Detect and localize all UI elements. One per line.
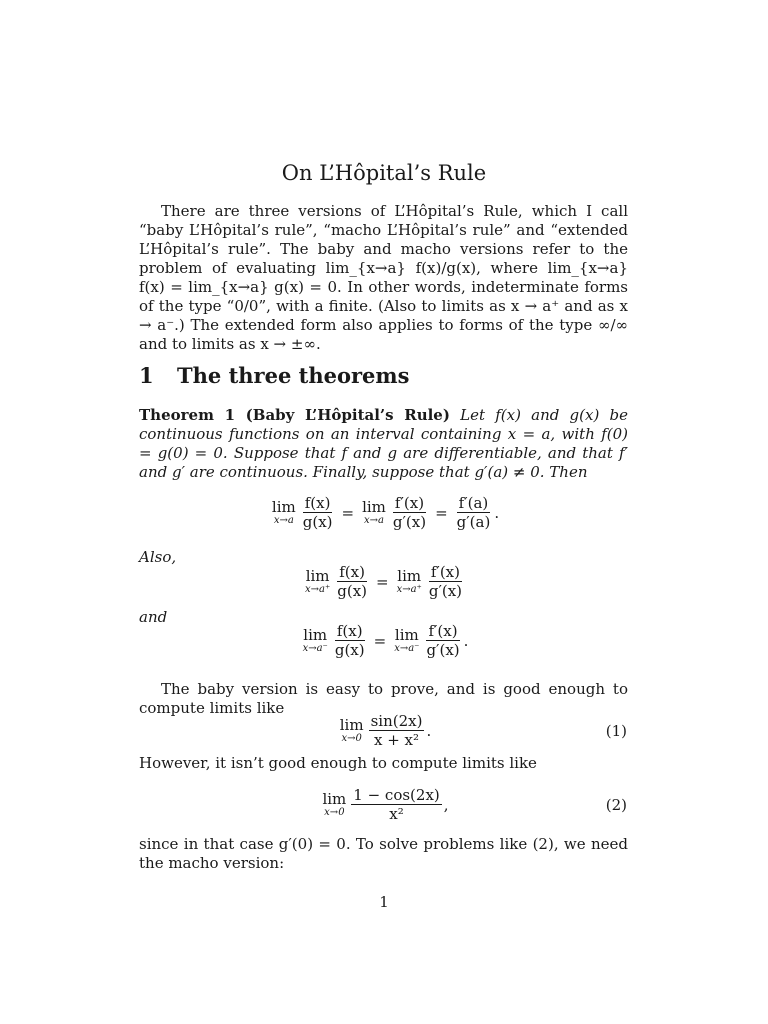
fraction: $\frac{1 - \cos(2x)}{\text{x²}}$ [353, 786, 440, 823]
section-heading [139, 363, 409, 389]
limit-operator: lim x→a⁻ [394, 626, 420, 654]
limit-operator: lim x→a⁺ [304, 567, 331, 595]
equation-number-2: (2) [605, 796, 627, 814]
equation-number-1: (1) [605, 722, 627, 740]
limit-operator: lim x→0 [339, 716, 364, 744]
fraction: $\frac{f(x)}{g(x)}$ [302, 494, 333, 531]
fraction: $\frac{f'(x)}{g'(x)}$ [426, 622, 460, 659]
and-label: and [139, 608, 168, 626]
fraction: $\frac{f(x)}{g(x)}$ [334, 622, 365, 659]
fraction: $\frac{f'(x)}{g'(x)}$ [428, 563, 463, 600]
limit-operator: lim x→a⁺ [396, 567, 422, 595]
equation-1: lim x→0 $\frac{\sin(2x)}{\text{x + x²}}$ . (1) [339, 712, 627, 749]
also-label: Also, [139, 548, 177, 566]
document-title: On L’Hôpital’s Rule [281, 161, 487, 185]
fraction: $\frac{f'(a)}{g'(a)}$ [456, 494, 491, 531]
equation-right-limit: lim x→a⁺ $\frac{f(x)}{g(x)}$ = lim x→a⁺ $\frac{f'(x)}{g'(x)}$ [304, 563, 463, 600]
fraction: $\frac{\sin(2x)}{\text{x + x²}}$ [370, 712, 423, 749]
equation-left-limit: lim x→a⁻ $\frac{f(x)}{g(x)}$ = lim x→a⁻ $\frac{f'(x)}{g'(x)}$ . [302, 622, 469, 659]
paragraph-macho-intro: since in that case g′(0) = 0. To solve problems like (2), we need the macho version: [139, 835, 628, 872]
paragraph-however: However, it isn’t good enough to compute limits like [139, 754, 537, 772]
fraction: $\frac{f(x)}{g(x)}$ [337, 563, 367, 600]
equation-main: lim x→a $\frac{f(x)}{g(x)}$ = lim x→a $\frac{f'(x)}{g'(x)}$ = $\frac{f'(a)}{g'(a)}$ . [271, 494, 500, 531]
paragraph-baby-version: The baby version is easy to prove, and is good enough to compute limits like [139, 680, 628, 717]
limit-operator: lim x→a [271, 498, 296, 526]
limit-operator: lim x→0 [322, 790, 347, 818]
limit-operator: lim x→a [362, 498, 386, 526]
theorem-statement: Let f(x) and g(x) be continuous functions on an interval containing x = a, with f(0) = g(0) = 0. Suppose that f and g are differentiable, and that f′ and g′ are continuous. Finally, suppose that g′(a) ≠ 0. Then [139, 406, 628, 481]
intro-paragraph: There are three versions of L’Hôpital’s Rule, which I call “baby L’Hôpital’s rule”, “macho L’Hôpital’s rule” and “extended L’Hôpital’s rule”. The baby and macho versions refer to the problem of evaluating lim_{x→a} f(x)/g(x), where lim_{x→a} f(x) = lim_{x→a} g(x) = 0. In other words, indeterminate forms of the type “0/0”, with a finite. (Also to limits as x → a⁺ and as x → a⁻.) The extended form also applies to forms of the type ∞/∞ and to limits as x → ±∞. [139, 202, 628, 353]
section-number: 1 [139, 363, 154, 388]
theorem-1 [139, 406, 628, 482]
fraction: $\frac{f'(x)}{g'(x)}$ [392, 494, 427, 531]
section-title: The three theorems [177, 363, 410, 388]
theorem-heading: Theorem 1 (Baby L’Hôpital’s Rule) [139, 406, 450, 424]
limit-operator: lim x→a⁻ [302, 626, 328, 654]
equation-2: lim x→0 $\frac{1 - \cos(2x)}{\text{x²}}$ , (2) [322, 786, 627, 823]
page-number: 1 [379, 893, 389, 911]
